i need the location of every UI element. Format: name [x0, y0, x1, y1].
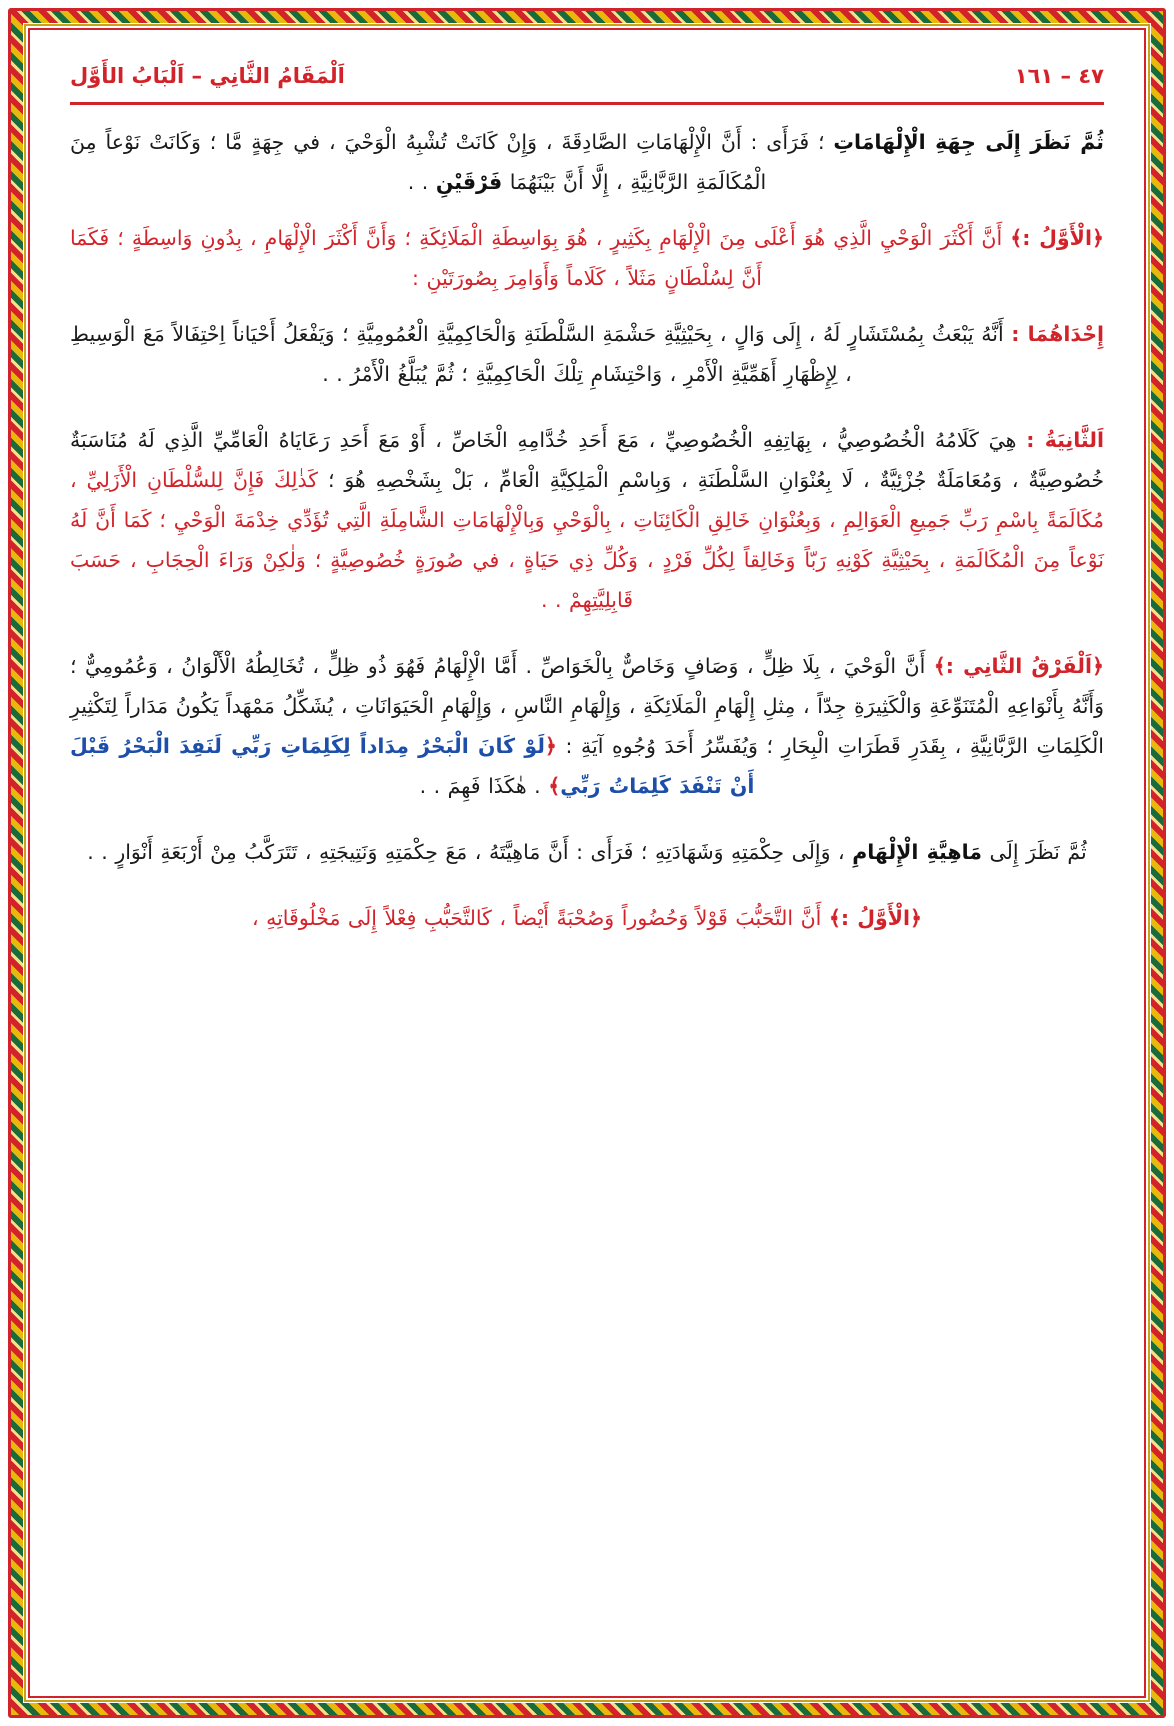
text-segment: ؛ فَرَأَى : أَنَّ الْإِلْهَامَاتِ الصَّادِقَةَ ، وَإِنْ كَانَتْ تُشْبِهُ الْوَحْيَ ، في جِهَةٍ مَّا ؛ وَكَانَتْ نَوْعاً مِنَ الْمُكَالَمَةِ الرَّبَّانِيَّةِ ، إِلَّا أَنَّ بَيْنَهُمَا	[70, 130, 834, 194]
header-title: اَلْمَقَامُ الثَّانِي – اَلْبَابُ الأَوَّل	[70, 64, 345, 88]
text-segment: ﴿الْأَوَّلُ :﴾	[828, 905, 923, 930]
text-segment: اَلثَّانِيَةُ :	[1026, 427, 1104, 452]
text-segment: إِحْدَاهُمَا :	[1011, 321, 1104, 346]
text-segment: ﴿اَلْفَرْقُ الثَّانِي :﴾	[933, 653, 1104, 678]
paragraph	[70, 647, 1104, 807]
header-page-number: ٤٧ – ١٦١	[1014, 64, 1104, 88]
paragraph	[70, 123, 1104, 203]
text-segment: ﴿الْأَوَّلُ :﴾	[1010, 225, 1104, 250]
page-content	[44, 46, 1130, 1686]
paragraph	[70, 833, 1104, 873]
text-segment: أَنَّ الْوَحْيَ ، بِلَا ظِلٍّ ، وَصَافٍ وَخَاصٌّ بِالْخَوَاصِّ . أَمَّا الْإِلْهَامُ فَهُوَ ذُو ظِلٍّ ، تُخَالِطُهُ الْأَلْوَانُ ، وَعُمُومِيٌّ ؛ وَأَنَّهُ بِأَنْوَاعِهِ الْمُتَنَوِّعَةِ وَالْكَثِيرَةِ جِدّاً ، مِثلِ إِلْهَامِ الْمَلَائِكَةِ ، وَإِلْهَامِ النَّاسِ ، وَإِلْهَامِ الْحَيَوَانَاتِ ، يُشَكِّلُ مَمْهَداً يَكُونُ مَدَاراً لِتَكْثِيرِ الْكَلِمَاتِ الرَّبَّانِيَّةِ ، بِقَدَرِ قَطَرَاتِ الْبِحَارِ ؛ وَيُفَسِّرُ أَحَدَ وُجُوهِ آيَةِ :	[70, 653, 1104, 758]
paragraph	[70, 899, 1104, 939]
text-segment: مَاهِيَّةِ الْإِلْهَامِ	[852, 839, 982, 864]
page-header	[44, 46, 1130, 92]
paragraph	[70, 315, 1104, 395]
text-segment: أَنَّ أَكْثَرَ الْوَحْيِ الَّذِي هُوَ أَعْلَى مِنَ الْإِلْهَامِ بِكَثِيرٍ ، هُوَ بِوَاسِطَةِ الْمَلَائِكَةِ ؛ وَأَنَّ أَكْثَرَ الْإِلْهَامِ ، بِدُونِ وَاسِطَةٍ ؛ فَكَمَا أَنَّ لِسُلْطَانٍ مَثَلاً ، كَلَاماً وَأَوَامِرَ بِصُورَتَيْنِ :	[70, 225, 1011, 290]
text-segment: ثُمَّ نَظَرَ إِلَى	[981, 839, 1087, 864]
text-segment: ﴿	[544, 733, 557, 758]
text-segment: كَذٰلِكَ فَإِنَّ لِلسُّلْطَانِ الْأَزَلِيِّ ، مُكَالَمَةً بِاسْمِ رَبِّ جَمِيعِ الْعَوَالِمِ ، وَبِعُنْوَانِ خَالِقِ الْكَائِنَاتِ ، بِالْوَحْيِ وَبِالْإِلْهَامَاتِ الشَّامِلَةِ الَّتِي تُؤَدِّي خِدْمَةَ الْوَحْيِ ؛ كَمَا أَنَّ لَهُ نَوْعاً مِنَ الْمُكَالَمَةِ ، بِحَيْثِيَّةِ كَوْنِهِ رَبّاً وَخَالِقاً لِكُلِّ فَرْدٍ ، وَكُلِّ ذِي حَيَاةٍ ، في صُورَةٍ خُصُوصِيَّةٍ ؛ وَلٰكِنْ وَرَاءَ الْحِجَابِ ، حَسَبَ قَابِلِيَّتِهِمْ . .	[70, 467, 1104, 612]
text-segment: . .	[407, 169, 436, 194]
document-body	[44, 105, 1130, 938]
paragraph	[70, 421, 1104, 621]
text-segment: ثُمَّ نَظَرَ إِلَى جِهَةِ الْإِلْهَامَاتِ	[833, 130, 1104, 154]
text-segment: لَوْ كَانَ الْبَحْرُ مِدَاداً لِكَلِمَاتِ رَبِّي لَنَفِدَ الْبَحْرُ قَبْلَ أَنْ تَنْفَدَ كَلِمَاتُ رَبِّي	[70, 733, 755, 798]
paragraph	[70, 219, 1104, 299]
text-segment: هِيَ كَلَامُهُ الْخُصُوصِيُّ ، بِهَاتِفِهِ الْخُصُوصِيِّ ، مَعَ أَحَدِ خُدَّامِهِ الْخَاصِّ ، أَوْ مَعَ أَحَدِ رَعَايَاهُ الْعَامِّيِّ الَّذِي لَهُ مُنَاسَبَةٌ خُصُوصِيَّةٌ ، وَمُعَامَلَةٌ جُزْئِيَّةٌ ، لَا بِعُنْوَانِ السَّلْطَنَةِ ، وَبِاسْمِ الْمَلِكِيَّةِ الْعَامِّ ، بَلْ بِشَخْصِهِ هُوَ ؛	[70, 427, 1105, 492]
text-segment: أَنَّ التَّحَبُّبَ قَوْلاً وَحُضُوراً وَصُحْبَةً أَيْضاً ، كَالتَّحَبُّبِ فِعْلاً إِلَى مَخْلُوقَاتِهِ ،	[251, 905, 829, 930]
text-segment: ، وَإِلَى حِكْمَتِهِ وَشَهَادَتِهِ ؛ فَرَأَى : أَنَّ مَاهِيَّتَهُ ، مَعَ حِكْمَتِهِ وَنَتِيجَتِهِ ، تَتَرَكَّبُ مِنْ أَرْبَعَةِ أَنْوَارٍ . .	[87, 839, 853, 864]
text-segment: ﴾	[548, 773, 561, 798]
text-segment: فَرْقَيْنِ	[435, 169, 503, 194]
text-segment: . هٰكَذَا فَهِمَ . .	[419, 773, 549, 798]
text-segment: أَنَّهُ يَبْعَثُ بِمُسْتَشَارٍ لَهُ ، إِلَى وَالٍ ، بِحَيْثِيَّةِ حَشْمَةِ السَّلْطَنَةِ وَالْحَاكِمِيَّةِ الْعُمُومِيَّةِ ؛ وَيَفْعَلُ أَحْيَاناً اِحْتِفَالاً مَعَ الْوَسِيطِ ، لِإِظْهَارِ أَهَمِّيَّةِ الْأَمْرِ ، وَاحْتِشَامِ تِلْكَ الْحَاكِمِيَّةِ ؛ ثُمَّ يُبَلَّغُ الْأَمْرُ . .	[70, 321, 1012, 386]
